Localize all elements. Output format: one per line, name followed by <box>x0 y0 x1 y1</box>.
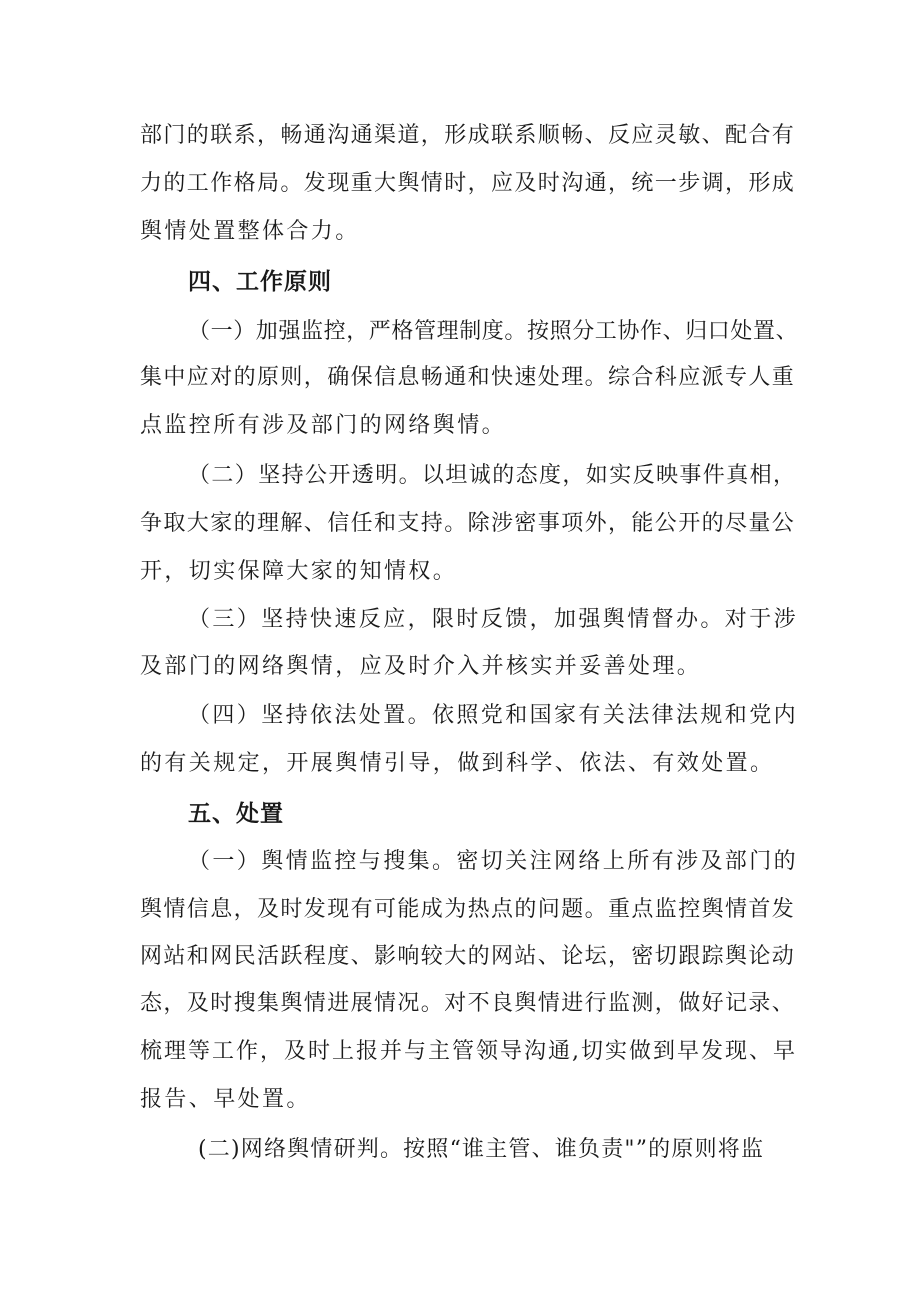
section-heading-handling: 五、处置 <box>188 801 284 827</box>
paragraph-line: 力的工作格局。发现重大舆情时，应及时沟通，统一步调，形成 <box>140 171 796 196</box>
paragraph-line: （四）坚持依法处置。依照党和国家有关法律法规和党内 <box>188 703 799 728</box>
section-heading-principles: 四、工作原则 <box>188 269 332 295</box>
paragraph-line: 网站和网民活跃程度、影响较大的网站、论坛，密切跟踪舆论动 <box>140 944 796 969</box>
paragraph-line: 争取大家的理解、信任和支持。除涉密事项外，能公开的尽量公 <box>140 511 796 536</box>
paragraph-line: (二)网络舆情研判。按照“谁主管、谁负责"”的原则将监 <box>198 1137 765 1162</box>
paragraph-line: 的有关规定，开展舆情引导，做到科学、依法、有效处置。 <box>140 751 775 776</box>
paragraph-line: 舆情处置整体合力。 <box>140 219 360 244</box>
paragraph-line: （一）舆情监控与搜集。密切关注网络上所有涉及部门的 <box>188 849 799 874</box>
paragraph-line: 及部门的网络舆情，应及时介入并核实并妥善处理。 <box>140 654 702 679</box>
paragraph-line: 集中应对的原则，确保信息畅通和快速处理。综合科应派专人重 <box>140 365 796 390</box>
paragraph-line: 态，及时搜集舆情进展情况。对不良舆情进行监测，做好记录、 <box>140 991 796 1016</box>
paragraph-line: （二）坚持公开透明。以坦诚的态度，如实反映事件真相， <box>188 463 797 488</box>
paragraph-line: （一）加强监控，严格管理制度。按照分工协作、归口处置、 <box>188 319 799 344</box>
paragraph-line: 部门的联系，畅通沟通渠道，形成联系顺畅、反应灵敏、配合有 <box>140 123 796 148</box>
paragraph-line: 点监控所有涉及部门的网络舆情。 <box>140 413 507 438</box>
paragraph-line: 开，切实保障大家的知情权。 <box>140 559 458 584</box>
paragraph-line: 舆情信息，及时发现有可能成为热点的问题。重点监控舆情首发 <box>140 897 796 922</box>
paragraph-line: （三）坚持快速反应，限时反馈，加强舆情督办。对于涉 <box>188 607 799 632</box>
paragraph-line: 报告、早处置。 <box>140 1087 311 1112</box>
paragraph-line: 梳理等工作，及时上报并与主管领导沟通,切实做到早发现、早 <box>140 1039 797 1064</box>
